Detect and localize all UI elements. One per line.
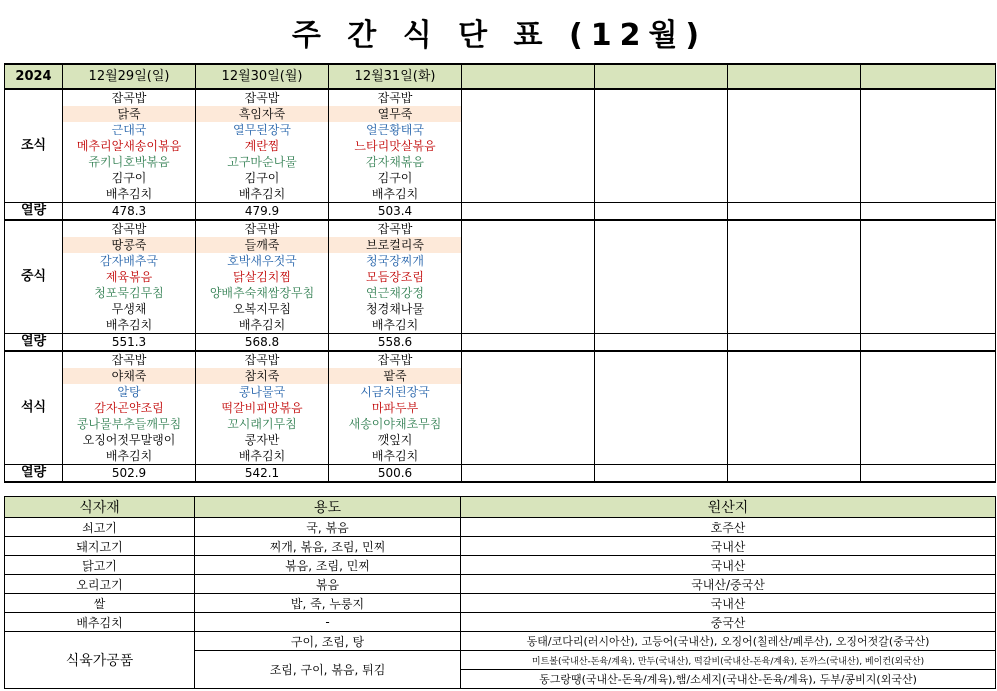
menu-item: 메추리알새송이볶음: [63, 138, 196, 154]
origin-row: [5, 537, 996, 556]
kcal-value: [728, 465, 861, 483]
menu-item: 시금치된장국: [329, 384, 462, 400]
menu-item: [728, 106, 861, 122]
origin-cell: 닭고기: [5, 556, 195, 575]
menu-item: 청포묵김무침: [63, 285, 196, 301]
menu-item: 배추김치: [63, 448, 196, 465]
day-header-row: [5, 64, 996, 89]
origin-row: [5, 594, 996, 613]
menu-item: [728, 317, 861, 334]
menu-item: [462, 106, 595, 122]
kcal-value: [595, 465, 728, 483]
origin-cell: 볶음: [195, 575, 461, 594]
menu-item: [861, 89, 996, 106]
menu-item: 브로컬리죽: [329, 237, 462, 253]
processed-use: 조림, 구이, 볶음, 튀김: [195, 651, 461, 689]
origin-cell: 오리고기: [5, 575, 195, 594]
kcal-value: 542.1: [196, 465, 329, 483]
origin-cell: 돼지고기: [5, 537, 195, 556]
menu-item: 배추김치: [63, 186, 196, 203]
menu-item: [595, 400, 728, 416]
kcal-value: [595, 334, 728, 352]
menu-item-row: [5, 122, 996, 138]
kcal-value: [595, 203, 728, 221]
menu-item: [595, 122, 728, 138]
menu-item: 배추김치: [196, 448, 329, 465]
origin-cell: -: [195, 613, 461, 632]
menu-item: [462, 301, 595, 317]
kcal-row: [5, 465, 996, 483]
origin-header: 식자재: [5, 497, 195, 518]
kcal-value: [861, 465, 996, 483]
menu-item: 오복지무침: [196, 301, 329, 317]
menu-item-row: [5, 448, 996, 465]
menu-item: [861, 170, 996, 186]
menu-item: [462, 400, 595, 416]
menu-item: [728, 269, 861, 285]
menu-item: 오징어젓무말랭이: [63, 432, 196, 448]
menu-item: [595, 186, 728, 203]
processed-origin: 미트볼(국내산-돈육/계육), 만두(국내산), 떡갈비(국내산-돈육/계육), 돈까스(국내산), 베이컨(외국산): [461, 651, 996, 670]
menu-item: [595, 384, 728, 400]
menu-item-row: [5, 301, 996, 317]
origin-row: [5, 613, 996, 632]
menu-item: [728, 432, 861, 448]
menu-item: 열무죽: [329, 106, 462, 122]
menu-item-row: [5, 106, 996, 122]
menu-item: 근대국: [63, 122, 196, 138]
menu-item: 잡곡밥: [63, 220, 196, 237]
page-title: 주 간 식 단 표 (12월): [291, 18, 708, 53]
menu-item: [728, 384, 861, 400]
origin-cell: 국내산/중국산: [461, 575, 996, 594]
menu-item: [595, 170, 728, 186]
origin-header: 원산지: [461, 497, 996, 518]
menu-item: [595, 138, 728, 154]
menu-item: 배추김치: [63, 317, 196, 334]
menu-item: 김구이: [63, 170, 196, 186]
menu-item: [462, 384, 595, 400]
menu-item: 참치죽: [196, 368, 329, 384]
menu-item: 마파두부: [329, 400, 462, 416]
menu-item: 제육볶음: [63, 269, 196, 285]
menu-item: [861, 138, 996, 154]
menu-item: [462, 317, 595, 334]
menu-item: 닭살김치찜: [196, 269, 329, 285]
menu-item: 연근채강정: [329, 285, 462, 301]
kcal-value: 558.6: [329, 334, 462, 352]
kcal-label: 열량: [5, 203, 63, 221]
menu-item: [595, 106, 728, 122]
menu-item: 알탕: [63, 384, 196, 400]
menu-item: 깻잎지: [329, 432, 462, 448]
day-header: [728, 64, 861, 89]
menu-item: [595, 220, 728, 237]
menu-item: [728, 448, 861, 465]
kcal-value: 478.3: [63, 203, 196, 221]
menu-item: [462, 186, 595, 203]
menu-item: 흑임자죽: [196, 106, 329, 122]
menu-item: [728, 253, 861, 269]
menu-item-row: [5, 432, 996, 448]
origin-cell: 배추김치: [5, 613, 195, 632]
menu-item: [595, 237, 728, 253]
day-header: 12월30일(월): [196, 64, 329, 89]
menu-item: [728, 89, 861, 106]
origin-cell: 찌개, 볶음, 조림, 민찌: [195, 537, 461, 556]
menu-item-row: [5, 351, 996, 368]
menu-item: [861, 317, 996, 334]
menu-item: 잡곡밥: [329, 220, 462, 237]
menu-item-row: [5, 317, 996, 334]
menu-item: 잡곡밥: [63, 351, 196, 368]
menu-item: [728, 285, 861, 301]
menu-item: [595, 317, 728, 334]
kcal-row: [5, 203, 996, 221]
menu-item: [595, 368, 728, 384]
origin-row: [5, 556, 996, 575]
menu-item: [462, 220, 595, 237]
menu-item-row: [5, 89, 996, 106]
menu-item: 콩나물부추들깨무침: [63, 416, 196, 432]
menu-item: 콩자반: [196, 432, 329, 448]
menu-item: 계란찜: [196, 138, 329, 154]
menu-item: 배추김치: [196, 317, 329, 334]
menu-item: 떡갈비피망볶음: [196, 400, 329, 416]
menu-item: 배추김치: [196, 186, 329, 203]
menu-item: [595, 416, 728, 432]
menu-item: 들깨죽: [196, 237, 329, 253]
menu-item: [861, 285, 996, 301]
kcal-value: [861, 203, 996, 221]
origin-cell: 국내산: [461, 556, 996, 575]
origin-cell: 국, 볶음: [195, 518, 461, 537]
menu-item: [861, 301, 996, 317]
menu-item-row: [5, 253, 996, 269]
kcal-label: 열량: [5, 465, 63, 483]
menu-item: 감자배추국: [63, 253, 196, 269]
menu-item: 얼큰황태국: [329, 122, 462, 138]
kcal-label: 열량: [5, 334, 63, 352]
origin-header: 용도: [195, 497, 461, 518]
menu-item: [728, 301, 861, 317]
menu-item: [595, 269, 728, 285]
menu-item: 호박새우젓국: [196, 253, 329, 269]
origin-row: [5, 518, 996, 537]
kcal-value: [861, 334, 996, 352]
menu-item-row: [5, 220, 996, 237]
processed-origin: 동그랑땡(국내산-돈육/계육),햄/소세지(국내산-돈육/계육), 두부/콩비지(외국산): [461, 670, 996, 689]
menu-item: [595, 351, 728, 368]
menu-item: 모듬장조림: [329, 269, 462, 285]
menu-item: 청경채나물: [329, 301, 462, 317]
menu-item: [861, 253, 996, 269]
menu-item: [728, 186, 861, 203]
weekly-menu-table: [4, 63, 996, 483]
menu-item: [861, 448, 996, 465]
origin-cell: 국내산: [461, 537, 996, 556]
menu-item: [462, 122, 595, 138]
menu-item: [861, 368, 996, 384]
menu-item: 김구이: [196, 170, 329, 186]
menu-item: 감자곤약조림: [63, 400, 196, 416]
menu-item: [595, 154, 728, 170]
menu-item: 잡곡밥: [196, 351, 329, 368]
kcal-value: 503.4: [329, 203, 462, 221]
menu-item: [462, 285, 595, 301]
menu-item-row: [5, 269, 996, 285]
kcal-value: 502.9: [63, 465, 196, 483]
day-header: [462, 64, 595, 89]
day-header: [861, 64, 996, 89]
menu-item: 잡곡밥: [329, 351, 462, 368]
menu-item: 고구마순나물: [196, 154, 329, 170]
menu-item: 팥죽: [329, 368, 462, 384]
menu-item: [728, 351, 861, 368]
menu-item: [595, 253, 728, 269]
menu-item: [462, 416, 595, 432]
meal-label: 조식: [5, 89, 63, 203]
processed-origin: 동태/코다리(러시아산), 고등어(국내산), 오징어(칠레산/페루산), 오징어젓갈(중국산): [461, 632, 996, 651]
menu-item: [595, 448, 728, 465]
kcal-value: [728, 334, 861, 352]
menu-item: [861, 237, 996, 253]
menu-item: [861, 416, 996, 432]
year-cell: 2024: [5, 64, 63, 89]
menu-item: [462, 368, 595, 384]
kcal-value: 479.9: [196, 203, 329, 221]
menu-item: [861, 186, 996, 203]
kcal-value: [462, 334, 595, 352]
menu-item: 야채죽: [63, 368, 196, 384]
menu-item: [728, 170, 861, 186]
menu-item: 청국장찌개: [329, 253, 462, 269]
origin-cell: 밥, 죽, 누룽지: [195, 594, 461, 613]
kcal-value: 551.3: [63, 334, 196, 352]
menu-item: [462, 351, 595, 368]
origin-cell: 쌀: [5, 594, 195, 613]
menu-item-row: [5, 170, 996, 186]
origin-cell: 중국산: [461, 613, 996, 632]
menu-item: [462, 170, 595, 186]
menu-item-row: [5, 237, 996, 253]
menu-item: 땅콩죽: [63, 237, 196, 253]
menu-item: [462, 253, 595, 269]
menu-item: [728, 368, 861, 384]
menu-item: [728, 220, 861, 237]
menu-item: [728, 237, 861, 253]
processed-row: [5, 632, 996, 651]
day-header: 12월29일(일): [63, 64, 196, 89]
menu-item: 배추김치: [329, 186, 462, 203]
menu-item: 느타리맛살볶음: [329, 138, 462, 154]
menu-item-row: [5, 285, 996, 301]
kcal-value: [462, 465, 595, 483]
menu-item: [728, 122, 861, 138]
menu-item: [861, 154, 996, 170]
menu-item: 꼬시래기무침: [196, 416, 329, 432]
processed-label: 식육가공품: [5, 632, 195, 689]
menu-item-row: [5, 400, 996, 416]
menu-item: [728, 416, 861, 432]
kcal-row: [5, 334, 996, 352]
menu-item: 김구이: [329, 170, 462, 186]
origin-header-row: [5, 497, 996, 518]
menu-item: [861, 400, 996, 416]
menu-item: 감자채볶음: [329, 154, 462, 170]
menu-item-row: [5, 368, 996, 384]
day-header: [595, 64, 728, 89]
menu-item: 잡곡밥: [196, 89, 329, 106]
kcal-value: 500.6: [329, 465, 462, 483]
menu-item: [728, 400, 861, 416]
day-header: 12월31일(화): [329, 64, 462, 89]
menu-item: 닭죽: [63, 106, 196, 122]
menu-item: [861, 432, 996, 448]
menu-item: [861, 122, 996, 138]
menu-item: [861, 384, 996, 400]
menu-item-row: [5, 154, 996, 170]
menu-item: 양배추숙채쌈장무침: [196, 285, 329, 301]
origin-cell: 호주산: [461, 518, 996, 537]
menu-item: [728, 154, 861, 170]
processed-use: 구이, 조림, 탕: [195, 632, 461, 651]
menu-item: 잡곡밥: [196, 220, 329, 237]
menu-item-row: [5, 186, 996, 203]
kcal-value: [728, 203, 861, 221]
menu-item: [861, 106, 996, 122]
menu-item: 잡곡밥: [63, 89, 196, 106]
menu-item: 잡곡밥: [329, 89, 462, 106]
menu-item: 배추김치: [329, 448, 462, 465]
kcal-value: 568.8: [196, 334, 329, 352]
origin-cell: 볶음, 조림, 민찌: [195, 556, 461, 575]
menu-item: [595, 432, 728, 448]
menu-item: 열무된장국: [196, 122, 329, 138]
meal-label: 석식: [5, 351, 63, 465]
menu-item: [462, 448, 595, 465]
origin-cell: 쇠고기: [5, 518, 195, 537]
menu-item-row: [5, 416, 996, 432]
menu-item: 쥬키니호박볶음: [63, 154, 196, 170]
origin-cell: 국내산: [461, 594, 996, 613]
menu-item: 새송이야채초무침: [329, 416, 462, 432]
menu-item: [462, 269, 595, 285]
menu-item: [861, 351, 996, 368]
menu-item: 콩나물국: [196, 384, 329, 400]
menu-item: 배추김치: [329, 317, 462, 334]
menu-item: [462, 154, 595, 170]
menu-item: [861, 269, 996, 285]
menu-item: [462, 89, 595, 106]
menu-item: 무생채: [63, 301, 196, 317]
origin-table: [4, 496, 996, 689]
menu-item: [595, 301, 728, 317]
menu-item: [462, 138, 595, 154]
origin-row: [5, 575, 996, 594]
menu-item: [861, 220, 996, 237]
menu-item: [595, 285, 728, 301]
menu-item: [728, 138, 861, 154]
menu-item-row: [5, 384, 996, 400]
menu-item: [595, 89, 728, 106]
kcal-value: [462, 203, 595, 221]
menu-item-row: [5, 138, 996, 154]
menu-item: [462, 432, 595, 448]
meal-label: 중식: [5, 220, 63, 334]
menu-item: [462, 237, 595, 253]
